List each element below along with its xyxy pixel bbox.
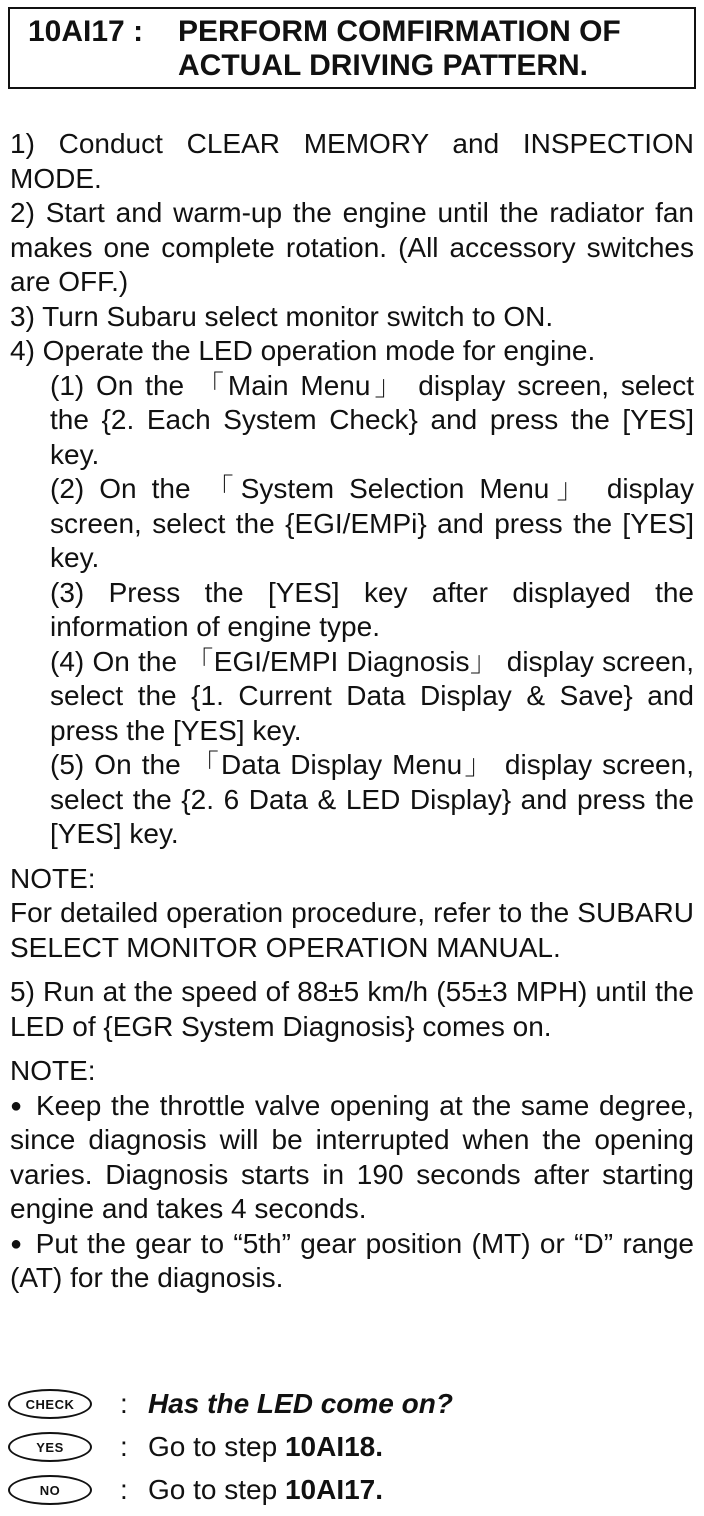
yes-badge-icon: YES xyxy=(8,1432,92,1462)
note-2-label: NOTE: xyxy=(10,1055,96,1086)
note-2-bullet-2 xyxy=(10,1227,694,1296)
note-2-bullet-1 xyxy=(10,1089,694,1227)
note-1-label: NOTE: xyxy=(10,862,96,894)
step-header-box xyxy=(8,7,696,89)
note-2-bullet-1-text: Keep the throttle valve opening at the same degree, since diagnosis will be interrupted when the opening varies. Diagnosis starts in 190 seconds after starting engine and takes 4 seconds. xyxy=(10,1089,694,1224)
no-answer xyxy=(148,1475,383,1505)
step-1: 1) Conduct CLEAR MEMORY and INSPECTION MODE. xyxy=(10,128,694,194)
note-2-bullet-2-text: Put the gear to “5th” gear position (MT) or “D” range (AT) for the diagnosis. xyxy=(10,1227,694,1293)
step-4: 4) Operate the LED operation mode for engine. xyxy=(10,335,596,366)
yes-colon: : xyxy=(120,1431,128,1462)
step-code: 10AI17 : xyxy=(28,15,144,48)
check-colon: : xyxy=(120,1388,128,1419)
substep-1: (1) On the 「Main Menu」 display screen, select the {2. Each System Check} and press the [YES] key. xyxy=(50,369,694,470)
no-answer-text: Go to step xyxy=(148,1474,278,1505)
substep-5: (5) On the 「Data Display Menu」 display screen, select the {2. 6 Data & LED Display} and press the [YES] key. xyxy=(50,749,694,849)
step-3: 3) Turn Subaru select monitor switch to ON. xyxy=(10,300,554,332)
no-step-link: 10AI17. xyxy=(284,1474,384,1505)
step-5: 5) Run at the speed of 88±5 km/h (55±3 MPH) until the LED of {EGR System Diagnosis} comes on. xyxy=(10,976,694,1042)
document-page xyxy=(8,7,696,1505)
substep-3: (3) Press the [YES] key after displayed the information of engine type. xyxy=(50,576,694,642)
procedure-content xyxy=(10,127,694,1296)
step-title-line2: ACTUAL DRIVING PATTERN. xyxy=(178,49,588,82)
note-1-text: For detailed operation procedure, refer to the SUBARU SELECT MONITOR OPERATION MANUAL. xyxy=(10,897,694,963)
step-2: 2) Start and warm-up the engine until the radiator fan makes one complete rotation. (All accessory switches are OFF.) xyxy=(10,197,694,297)
substep-2: (2) On the 「System Selection Menu」 display screen, select the {EGI/EMPi} and press the [YES] key. xyxy=(50,473,694,573)
check-question: Has the LED come on? xyxy=(148,1388,453,1419)
substep-4: (4) On the 「EGI/EMPI Diagnosis」 display screen, select the {1. Current Data Display & Save} and press the [YES] key. xyxy=(50,645,694,746)
no-colon: : xyxy=(120,1474,128,1505)
no-badge-icon: NO xyxy=(8,1475,92,1505)
yes-answer xyxy=(148,1432,383,1462)
check-badge-icon: CHECK xyxy=(8,1389,92,1419)
yes-answer-text: Go to step xyxy=(148,1431,278,1462)
yes-step-link: 10AI18. xyxy=(284,1431,384,1462)
step-title-line1: PERFORM COMFIRMATION OF xyxy=(178,15,621,48)
